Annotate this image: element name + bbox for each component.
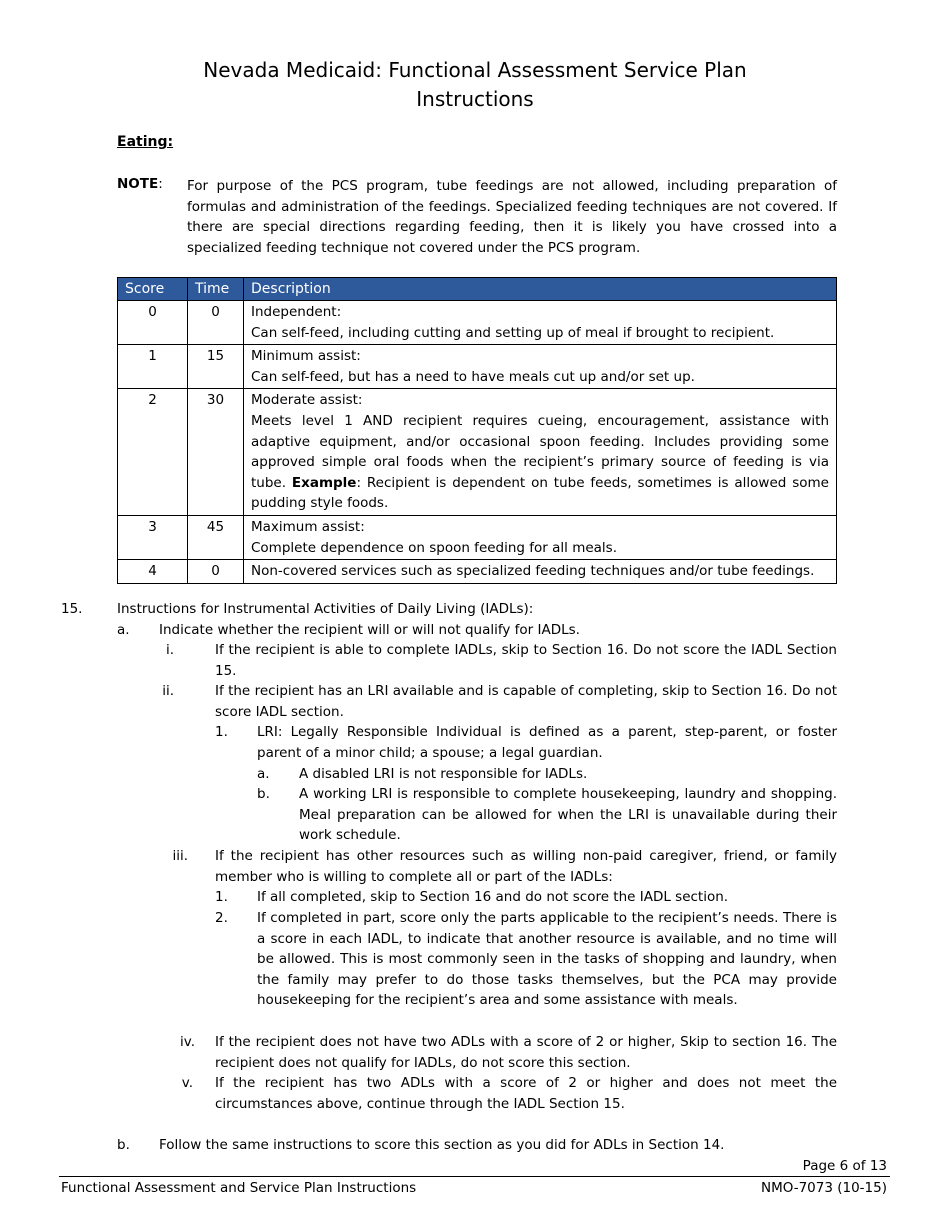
description-text: Meets level 1 AND recipient requires cueing, encouragement, assistance with adaptive equipment, and/or occasional spoon feeding. Includes providing some approved simple oral foods when the recipient’s primary source of feeding is via tube. Example: Recipient is dependent on tube feeds, sometimes is allowed some pudding style foods. [251, 412, 829, 512]
score-cell: 2 [118, 389, 188, 516]
description-title: Minimum assist: [251, 348, 361, 365]
section-15-title: Instructions for Instrumental Activities of Daily Living (IADLs): [117, 601, 534, 617]
item-b-number: b. [117, 1137, 130, 1153]
table-row [118, 389, 837, 516]
item-b-text: Follow the same instructions to score this section as you did for ADLs in Section 14. [159, 1137, 725, 1153]
score-cell: 1 [118, 345, 188, 389]
note-label: NOTE: [117, 176, 163, 192]
item-iii-1-number: 1. [215, 889, 228, 905]
item-ii-1-a-number: a. [257, 766, 270, 782]
section-15-number: 15. [61, 601, 83, 617]
table-header-row [118, 278, 837, 301]
time-cell: 30 [188, 389, 244, 516]
item-v-number: v. [181, 1075, 193, 1091]
item-a-number: a. [117, 622, 130, 638]
col-header-time: Time [188, 278, 244, 301]
page-title [0, 56, 950, 114]
description-text: Can self-feed, but has a need to have meals cut up and/or set up. [251, 368, 695, 385]
item-ii-1-number: 1. [215, 724, 228, 740]
eating-heading: Eating: [117, 134, 174, 150]
item-iii-text: If the recipient has other resources such as willing non-paid caregiver, friend, or family member who is willing to complete all or part of the IADLs: [215, 848, 837, 885]
table-row [118, 345, 837, 389]
eating-score-table [117, 277, 837, 584]
item-a-text: Indicate whether the recipient will or will not qualify for IADLs. [159, 622, 580, 638]
item-iii-2-text: If completed in part, score only the parts applicable to the recipient’s needs. There is a score in each IADL, to indicate that another resource is available, and no time will be allowed. This is most commonly seen in the tasks of shopping and laundry, when the family may prefer to do those tasks themselves, but the PCA may provide housekeeping for the recipient’s area and some assistance with meals. [257, 910, 837, 1009]
item-iv-text: If the recipient does not have two ADLs with a score of 2 or higher, Skip to section 16. The recipient does not qualify for IADLs, do not score this section. [215, 1034, 837, 1071]
time-cell: 0 [188, 560, 244, 584]
item-ii-text: If the recipient has an LRI available and is capable of completing, skip to Section 16. Do not score IADL section. [215, 683, 837, 720]
time-cell: 45 [188, 515, 244, 559]
description-cell [244, 389, 837, 516]
footer-divider [59, 1176, 890, 1177]
item-iii-1-text: If all completed, skip to Section 16 and do not score the IADL section. [257, 889, 729, 905]
description-cell [244, 301, 837, 345]
table-row [118, 560, 837, 584]
description-cell [244, 560, 837, 584]
page-title-line2: Instructions [416, 87, 534, 111]
score-cell: 0 [118, 301, 188, 345]
score-cell: 4 [118, 560, 188, 584]
item-v-text: If the recipient has two ADLs with a score of 2 or higher and does not meet the circumstances above, continue through the IADL Section 15. [215, 1075, 837, 1112]
item-iv-number: iv. [180, 1034, 195, 1050]
item-ii-1-b-text: A working LRI is responsible to complete housekeeping, laundry and shopping. Meal preparation can be allowed for when the LRI is unavailable during their work schedule. [299, 786, 837, 844]
footer-document-title: Functional Assessment and Service Plan Instructions [61, 1180, 417, 1196]
item-iii-2-number: 2. [215, 910, 228, 926]
page-title-line1: Nevada Medicaid: Functional Assessment Service Plan [203, 58, 747, 82]
description-text: Complete dependence on spoon feeding for all meals. [251, 539, 618, 556]
item-i-text: If the recipient is able to complete IADLs, skip to Section 16. Do not score the IADL Section 15. [215, 642, 837, 679]
col-header-score: Score [118, 278, 188, 301]
example-label: Example [291, 474, 357, 491]
item-ii-1-text: LRI: Legally Responsible Individual is defined as a parent, step-parent, or foster parent of a minor child; a spouse; a legal guardian. [257, 724, 837, 761]
item-ii-1-b-number: b. [257, 786, 270, 802]
description-cell [244, 515, 837, 559]
item-iii-number: iii. [172, 848, 188, 864]
score-cell: 3 [118, 515, 188, 559]
description-title: Non-covered services such as specialized feeding techniques and/or tube feedings. [251, 563, 815, 580]
item-ii-number: ii. [162, 683, 174, 699]
time-cell: 0 [188, 301, 244, 345]
item-i-number: i. [165, 642, 174, 658]
time-cell: 15 [188, 345, 244, 389]
description-text: Can self-feed, including cutting and setting up of meal if brought to recipient. [251, 324, 775, 341]
page-number: Page 6 of 13 [802, 1158, 887, 1174]
item-ii-1-a-text: A disabled LRI is not responsible for IADLs. [299, 766, 588, 782]
note-text: For purpose of the PCS program, tube feedings are not allowed, including preparation of formulas and administration of the feedings. Specialized feeding techniques are not covered. If there are special directions regarding feeding, then it is likely you have crossed into a specialized feeding technique not covered under the PCS program. [187, 178, 837, 256]
footer-form-number: NMO-7073 (10-15) [760, 1180, 887, 1196]
description-cell [244, 345, 837, 389]
description-title: Moderate assist: [251, 392, 363, 409]
description-title: Independent: [251, 304, 342, 320]
description-title: Maximum assist: [251, 518, 365, 535]
table-row [118, 301, 837, 345]
table-row [118, 515, 837, 559]
col-header-description: Description [244, 278, 837, 301]
